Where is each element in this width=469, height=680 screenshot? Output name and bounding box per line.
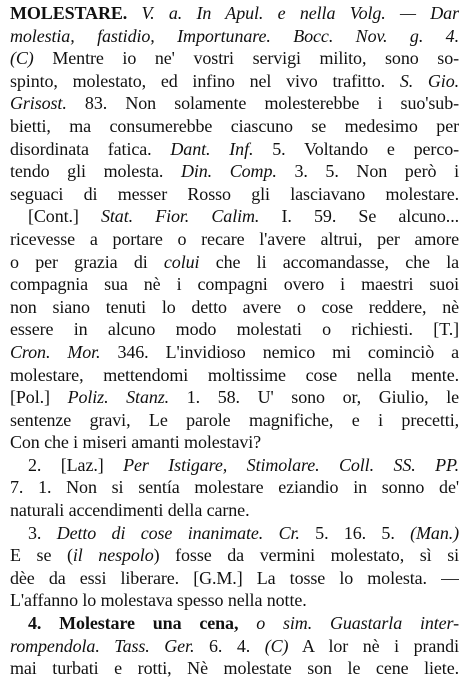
- entry-text-segment: ) fosse da vermini molestato, sì si: [153, 545, 459, 566]
- entry-text-segment: bietti, ma consumerebbe ciascuno se medesimo per: [10, 115, 459, 136]
- entry-text-segment: 346. L'invidioso nemico mi cominciò a: [100, 341, 459, 362]
- entry-text-segment: 6. 4.: [194, 635, 265, 656]
- entry-line: [10, 138, 459, 161]
- entry-line: [10, 431, 459, 454]
- entry-text-segment: tendo gli molesta.: [10, 161, 181, 182]
- entry-text-segment: 5. Voltando e perco-: [253, 138, 459, 159]
- entry-text-segment: dèe da essi liberare. [G.M.] La tosse lo molesta. —: [10, 567, 459, 588]
- entry-text-segment: L'affanno lo molestava spesso nella notte.: [10, 590, 307, 611]
- entry-line: [10, 386, 459, 409]
- entry-text-segment: colui: [163, 251, 200, 272]
- entry-text-segment: Stat. Fior. Calim.: [101, 206, 260, 227]
- entry-line: [10, 409, 459, 432]
- entry-line: [10, 612, 459, 635]
- entry-text-segment: non siano tenuti lo detto avere o cose reddere, nè: [10, 296, 459, 317]
- entry-text-segment: spinto, molestato, ed infino nel vivo trafitto.: [10, 70, 400, 91]
- entry-line: [10, 47, 459, 70]
- entry-text-segment: 83. Non solamente molesterebbe i suo'sub-: [66, 93, 459, 114]
- entry-text-segment: S. Gio.: [399, 70, 459, 91]
- entry-line: [10, 364, 459, 387]
- entry-text-segment: o per grazia di: [10, 251, 164, 272]
- entry-line: [10, 476, 459, 499]
- entry-line: [10, 205, 459, 228]
- entry-text-segment: disordinata fatica.: [10, 138, 171, 159]
- entry-text-segment: rompendola. Tass. Ger.: [10, 635, 195, 656]
- entry-line: [10, 635, 459, 658]
- entry-text-segment: Grisost.: [10, 93, 67, 114]
- entry-line: [10, 251, 459, 274]
- entry-line: [10, 70, 459, 93]
- entry-text-segment: [Pol.]: [10, 387, 68, 408]
- entry-text-segment: Poliz. Stanz.: [67, 387, 170, 408]
- entry-line: [10, 115, 459, 138]
- entry-text-segment: Con che i miseri amanti molestavi?: [10, 432, 262, 453]
- entry-line: [10, 228, 459, 251]
- entry-text-segment: 3.: [28, 522, 57, 543]
- entry-line: [10, 2, 459, 25]
- entry-text-segment: MOLESTARE.: [10, 3, 128, 23]
- entry-text-segment: 1. 58. U' sono or, Giulio, le: [169, 387, 459, 408]
- entry-text-segment: molestare, mettendomi moltissime cose nella mente.: [10, 364, 459, 385]
- entry-text-segment: compagnia sua nè i compagni overo i maestri suoi: [10, 274, 459, 295]
- entry-line: [10, 522, 459, 545]
- entry-text-segment: sentenze gravi, Le parole magnifiche, e i precetti,: [10, 409, 459, 430]
- entry-line: [10, 499, 459, 522]
- entry-text-segment: il nespolo: [72, 545, 154, 566]
- entry-line: [10, 454, 459, 477]
- entry-line: [10, 273, 459, 296]
- entry-text-segment: (Man.): [410, 522, 459, 543]
- entry-text-segment: mai turbati e rotti, Nè molestate son le cene liete.: [10, 658, 459, 679]
- entry-text-segment: 5. 16. 5.: [299, 522, 411, 543]
- entry-line: [10, 160, 459, 183]
- entry-text-segment: ricevesse a portare o recare l'avere altrui, per amore: [10, 228, 459, 249]
- entry-text-segment: [Cont.]: [28, 206, 101, 227]
- entry-text-segment: Dant. Inf.: [170, 138, 254, 159]
- entry-text-segment: Mentre io ne' vostri servigi milito, sono so-: [33, 48, 459, 69]
- entry-text-segment: (C): [264, 635, 289, 656]
- entry-text-segment: molestia, fastidio, Importunare. Bocc. Nov. g. 4.: [10, 25, 459, 46]
- entry-text-segment: Detto di cose inanimate. Cr.: [56, 522, 300, 543]
- entry-text-segment: o sim. Guastarla inter-: [238, 613, 459, 634]
- entry-line: [10, 341, 459, 364]
- entry-line: [10, 296, 459, 319]
- entry-text-segment: Per Istigare, Stimolare. Coll. SS. PP.: [123, 454, 459, 475]
- entry-text-segment: essere in alcuno modo molestati o richiesti. [T.]: [10, 319, 459, 340]
- entry-text-segment: A lor nè i prandi: [288, 635, 459, 656]
- entry-line: [10, 25, 459, 48]
- entry-text-segment: Din. Comp.: [180, 161, 277, 182]
- entry-text-segment: (C): [10, 48, 34, 69]
- entry-text-segment: E se (: [10, 545, 73, 566]
- entry-text-segment: 4. Molestare una cena,: [28, 613, 239, 634]
- entry-line: [10, 589, 459, 612]
- entry-text-segment: naturali accendimenti della carne.: [10, 500, 250, 521]
- entry-text-segment: Cron. Mor.: [10, 341, 101, 362]
- dictionary-entry-molestare: [10, 2, 459, 680]
- entry-line: [10, 92, 459, 115]
- entry-line: [10, 657, 459, 680]
- entry-text-segment: I. 59. Se alcuno...: [259, 206, 459, 227]
- entry-text-segment: seguaci di messer Rosso gli lasciavano molestare.: [10, 183, 459, 204]
- entry-text-segment: V. a. In Apul. e nella Volg. — Dar: [127, 3, 459, 23]
- entry-line: [10, 183, 459, 206]
- entry-line: [10, 544, 459, 567]
- entry-line: [10, 318, 459, 341]
- entry-line: [10, 567, 459, 590]
- entry-text-segment: che li accomandasse, che la: [199, 251, 459, 272]
- entry-text-segment: 7. 1. Non si sentía molestare eziandio in sonno de': [10, 477, 459, 498]
- entry-text-segment: 2. [Laz.]: [28, 454, 124, 475]
- entry-text-segment: 3. 5. Non però i: [276, 161, 459, 182]
